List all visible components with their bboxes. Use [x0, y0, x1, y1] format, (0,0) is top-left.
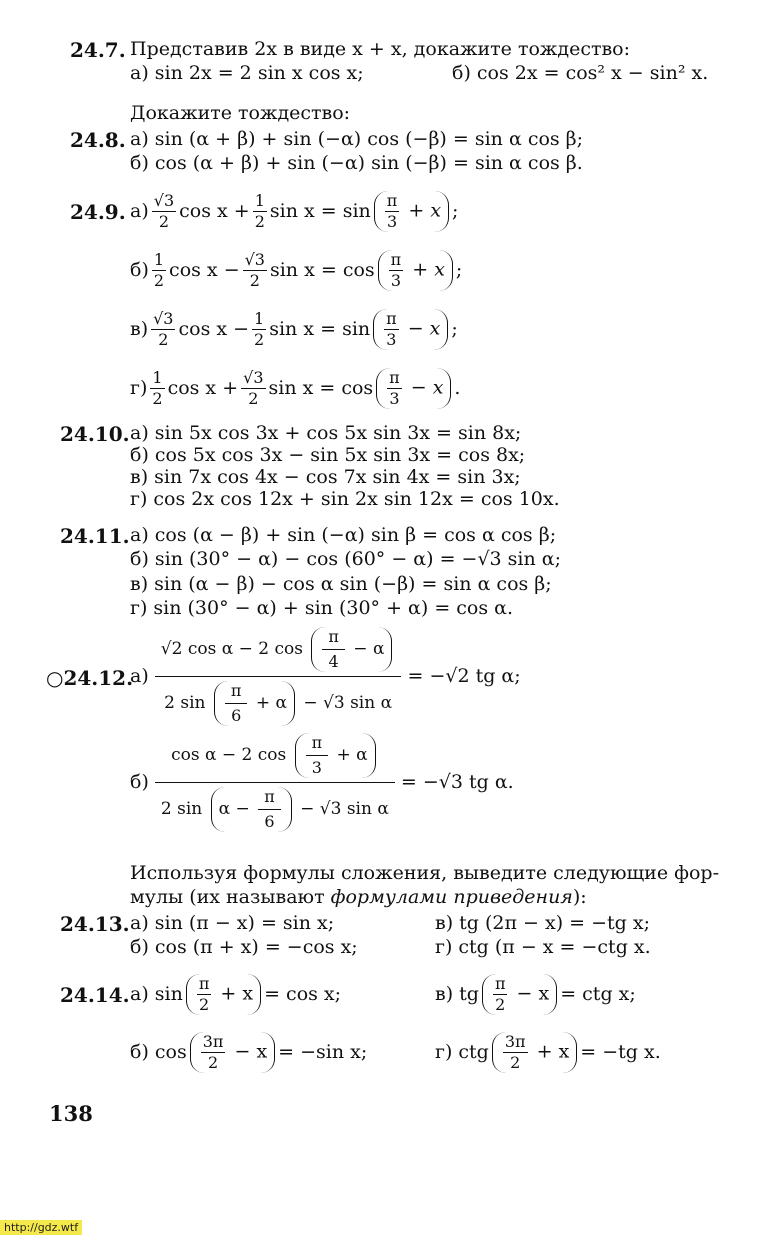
denominator: 6	[264, 811, 275, 831]
term: cos x	[178, 318, 228, 340]
numerator: 1	[254, 190, 265, 210]
numerator: π	[198, 973, 210, 993]
numerator: √3	[153, 308, 174, 328]
variable: x	[432, 376, 444, 398]
problem-24-9-v	[130, 304, 458, 354]
problem-24-9-g	[130, 363, 460, 413]
reduction-intro-line2	[130, 886, 587, 908]
fraction	[241, 367, 265, 408]
variable: x	[430, 199, 442, 221]
denominator	[155, 677, 402, 726]
term: cos x	[167, 377, 217, 399]
numerator: 1	[153, 249, 165, 269]
item-label: а)	[130, 200, 149, 222]
rhs: = sin	[320, 318, 371, 340]
problem-24-11-a: а) cos (α − β) + sin (−α) sin β = cos α cos β;	[130, 524, 557, 546]
intro-text: мулы (их называют	[130, 886, 331, 908]
term: cos x	[169, 259, 218, 281]
rhs: = −tg x.	[580, 1041, 661, 1063]
arg-tail: − α	[353, 638, 385, 659]
problem-24-14-b	[130, 1026, 367, 1078]
problem-number-24-9: 24.9.	[70, 200, 126, 224]
fraction	[258, 786, 281, 831]
problem-24-9-b	[130, 245, 462, 295]
problem-number-24-14: 24.14.	[60, 983, 130, 1007]
numerator: π	[258, 789, 281, 810]
denominator-tail: − √3 sin α	[303, 692, 393, 713]
numerator: π	[386, 190, 398, 210]
numerator-text: cos α − 2 cos	[171, 744, 287, 765]
numerator	[155, 733, 395, 783]
numerator: √3	[244, 249, 265, 269]
operator: +	[233, 200, 250, 222]
denominator: 2	[207, 1052, 219, 1072]
denominator: 2	[199, 994, 210, 1014]
item-label: б)	[130, 771, 149, 793]
rhs: = cos	[320, 259, 375, 281]
item-label: г)	[130, 377, 148, 399]
problem-24-13-v: в) tg (2π − x) = −tg x;	[435, 912, 650, 934]
problem-24-7-b: б) cos 2x = cos² x − sin² x.	[452, 62, 709, 84]
fraction	[152, 249, 166, 290]
terminator: ;	[455, 259, 463, 281]
problem-24-12-a	[130, 626, 521, 725]
parenthesized-arg	[374, 191, 449, 232]
fraction	[243, 249, 267, 290]
item-label: б)	[130, 259, 149, 281]
numerator: π	[322, 629, 345, 650]
fraction	[503, 1031, 528, 1072]
denominator: 2	[158, 329, 169, 349]
fraction	[201, 1031, 226, 1072]
section-header-prove: Докажите тождество:	[130, 102, 351, 124]
arg-tail: − x	[516, 982, 550, 1004]
rhs: = ctg x;	[560, 983, 636, 1005]
numerator: π	[390, 249, 402, 269]
numerator: √3	[243, 367, 264, 387]
rhs: = −√2 tg α;	[407, 665, 521, 687]
numerator: 3π	[202, 1031, 224, 1051]
parenthesized-arg	[376, 368, 451, 409]
denominator-tail: − √3 sin α	[300, 798, 389, 819]
problem-24-13-a: а) sin (π − x) = sin x;	[130, 912, 335, 934]
operator: −	[233, 318, 250, 340]
numerator: 1	[254, 308, 265, 328]
numerator: π	[386, 308, 397, 328]
arg-tail: + α	[255, 692, 287, 713]
denominator: 2	[153, 270, 165, 290]
operator: +	[222, 377, 239, 399]
problem-24-9-a	[130, 186, 458, 236]
function-label: г) ctg	[435, 1041, 489, 1063]
term: sin x	[269, 200, 315, 222]
arg-tail: + α	[336, 744, 368, 765]
denominator-text: 2 sin	[160, 798, 203, 819]
rhs: = cos	[319, 377, 374, 399]
intro-text-end: ):	[572, 886, 587, 908]
page-number: 138	[49, 1101, 93, 1126]
function-label: а) sin	[130, 983, 183, 1005]
numerator: π	[225, 683, 248, 704]
fraction	[225, 680, 248, 725]
numerator: √3	[153, 190, 175, 210]
parenthesized-arg	[214, 681, 295, 726]
parenthesized-arg	[186, 974, 261, 1015]
fraction	[322, 626, 345, 671]
fraction	[384, 308, 399, 349]
numerator: π	[494, 973, 506, 993]
term: cos x	[179, 200, 228, 222]
fraction	[151, 308, 175, 349]
fraction	[253, 190, 267, 231]
problem-24-11-v: в) sin (α − β) − cos α sin (−β) = sin α cos β;	[130, 573, 552, 595]
function-label: в) tg	[435, 983, 479, 1005]
problem-24-11-b: б) sin (30° − α) − cos (60° − α) = −√3 sin α;	[130, 548, 562, 570]
problem-24-12-b	[130, 734, 514, 830]
reduction-intro-line1: Используя формулы сложения, выведите следующие фор-	[130, 862, 720, 884]
problem-24-7-intro: Представив 2x в виде x + x, докажите тождество:	[130, 38, 631, 60]
item-label: в)	[130, 318, 149, 340]
rhs: = −sin x;	[278, 1041, 368, 1063]
problem-24-14-a	[130, 968, 341, 1020]
denominator: 2	[152, 388, 163, 408]
problem-24-8-a: а) sin (α + β) + sin (−α) cos (−β) = sin α cos β;	[130, 128, 584, 150]
denominator: 3	[386, 329, 397, 349]
fraction	[252, 308, 266, 349]
problem-24-7-a: а) sin 2x = 2 sin x cos x;	[130, 62, 364, 84]
problem-24-13-g: г) ctg (π − x = −ctg x.	[435, 936, 651, 958]
problem-24-8-b: б) cos (α + β) + sin (−α) sin (−β) = sin α cos β.	[130, 152, 583, 174]
variable: x	[434, 258, 445, 280]
denominator: 2	[254, 329, 265, 349]
function-label: б) cos	[130, 1041, 187, 1063]
fraction	[385, 190, 400, 231]
denominator: 2	[249, 270, 260, 290]
complex-fraction	[155, 627, 402, 726]
parenthesized-arg	[211, 787, 292, 832]
problem-24-10-b: б) cos 5x cos 3x − sin 5x sin 3x = cos 8x;	[130, 444, 526, 466]
arg-tail: − x	[234, 1040, 268, 1062]
fraction	[387, 367, 402, 408]
terminator: .	[454, 377, 461, 399]
fraction	[493, 973, 508, 1014]
denominator: 3	[390, 270, 401, 290]
operator: +	[408, 199, 425, 221]
parenthesized-arg	[295, 733, 376, 778]
problem-number-24-7: 24.7.	[70, 38, 126, 62]
operator: +	[412, 258, 429, 280]
problem-24-14-g	[435, 1026, 661, 1078]
arg-head: α −	[218, 798, 250, 819]
problem-number-24-11: 24.11.	[60, 524, 130, 548]
arg-tail: + x	[220, 982, 254, 1004]
problem-number-24-10: 24.10.	[60, 422, 130, 446]
numerator-text: √2 cos α − 2 cos	[160, 638, 303, 659]
rhs: = cos x;	[264, 983, 342, 1005]
problem-24-10-v: в) sin 7x cos 4x − cos 7x sin 4x = sin 3x;	[130, 466, 521, 488]
terminator: ;	[452, 200, 459, 222]
denominator: 2	[510, 1052, 521, 1072]
denominator: 2	[254, 211, 265, 231]
denominator: 3	[311, 757, 322, 777]
parenthesized-arg	[378, 250, 453, 291]
complex-fraction	[155, 733, 395, 832]
fraction	[389, 249, 404, 290]
denominator: 2	[495, 994, 506, 1014]
problem-24-10-a: а) sin 5x cos 3x + cos 5x sin 3x = sin 8x;	[130, 422, 522, 444]
denominator: 4	[328, 651, 339, 671]
numerator: π	[306, 735, 329, 756]
problem-number-24-8: 24.8.	[70, 128, 126, 152]
watermark-link[interactable]: http://gdz.wtf	[0, 1220, 82, 1235]
problem-24-10-g: г) cos 2x cos 12x + sin 2x sin 12x = cos 10x.	[130, 488, 560, 510]
denominator-text: 2 sin	[164, 692, 206, 713]
numerator: 1	[152, 367, 163, 387]
numerator: π	[389, 367, 400, 387]
problem-24-14-v	[435, 968, 636, 1020]
denominator	[155, 783, 395, 832]
problem-number-24-13: 24.13.	[60, 912, 130, 936]
fraction	[152, 190, 176, 231]
numerator	[155, 627, 402, 677]
term: sin x	[269, 259, 315, 281]
rhs: = −√3 tg α.	[400, 771, 514, 793]
term: sin x	[268, 377, 314, 399]
parenthesized-arg	[190, 1032, 275, 1073]
operator: −	[410, 376, 427, 398]
fraction	[150, 367, 164, 408]
denominator: 2	[158, 211, 170, 231]
problem-24-11-g: г) sin (30° − α) + sin (30° + α) = cos α.	[130, 597, 514, 619]
operator: −	[407, 317, 424, 339]
variable: x	[429, 317, 441, 339]
emphasized-term: формулами приведения	[330, 886, 573, 908]
arg-tail: + x	[536, 1040, 570, 1062]
denominator: 3	[389, 388, 400, 408]
operator: −	[223, 259, 240, 281]
fraction	[197, 973, 212, 1014]
terminator: ;	[451, 318, 458, 340]
parenthesized-arg	[373, 309, 448, 350]
denominator: 2	[248, 388, 259, 408]
fraction	[306, 732, 329, 777]
parenthesized-arg	[482, 974, 557, 1015]
problem-number-24-12: ○24.12.	[46, 666, 134, 690]
parenthesized-arg	[311, 627, 392, 672]
problem-24-13-b: б) cos (π + x) = −cos x;	[130, 936, 358, 958]
rhs: = sin	[320, 200, 371, 222]
term: sin x	[269, 318, 315, 340]
parenthesized-arg	[492, 1032, 577, 1073]
item-label: а)	[130, 665, 149, 687]
denominator: 3	[386, 211, 398, 231]
numerator: 3π	[504, 1031, 526, 1051]
denominator: 6	[231, 705, 242, 725]
